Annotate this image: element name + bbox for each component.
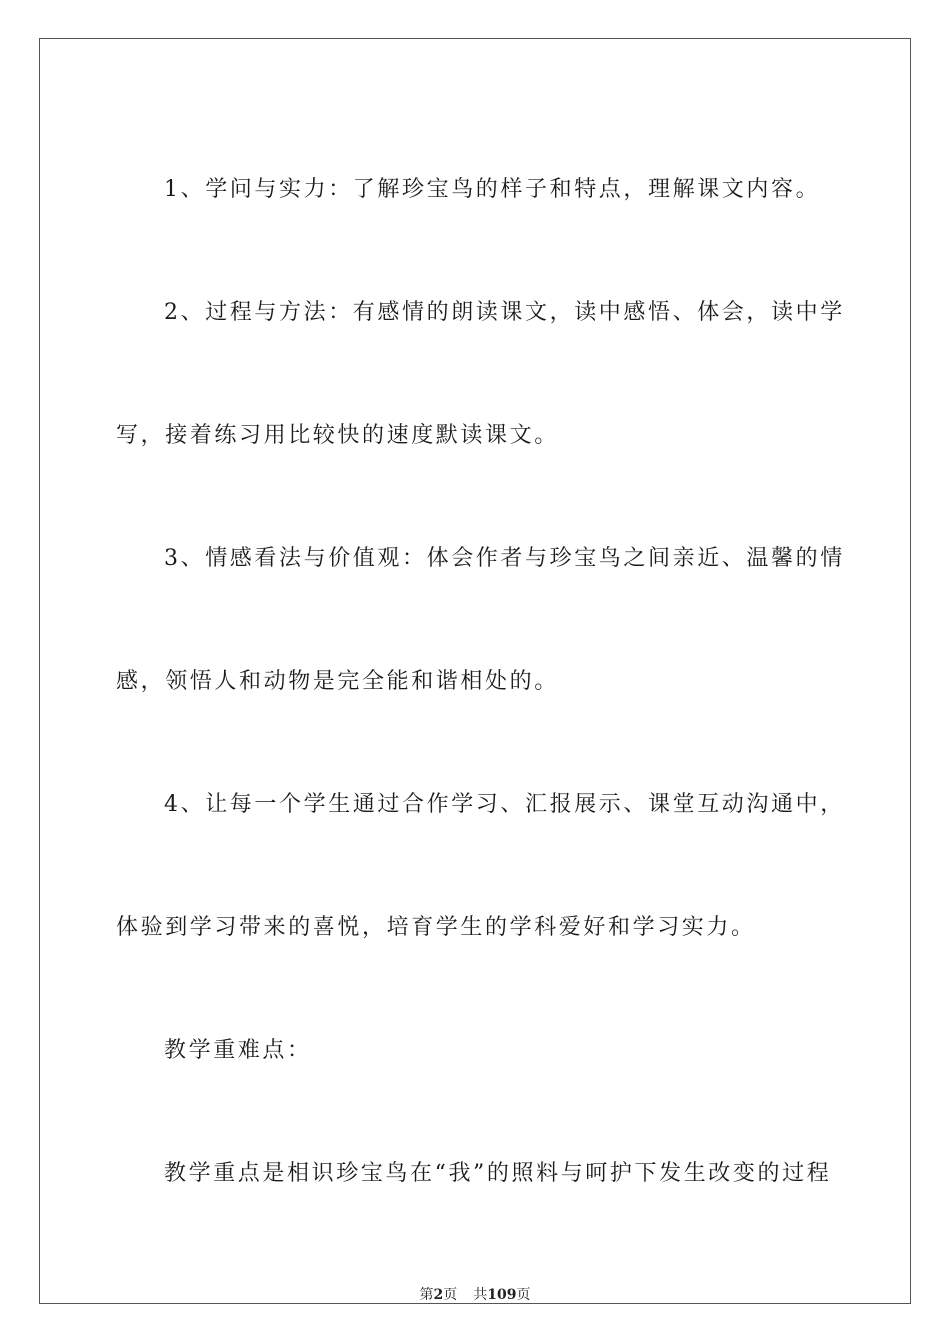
text-line-key-points: 教学重点是相识珍宝鸟在“我”的照料与呵护下发生改变的过程 [164, 1161, 832, 1186]
footer-page-number: 2 [433, 1287, 444, 1303]
text-line-goal-3: 3、情感看法与价值观：体会作者与珍宝鸟之间亲近、温馨的情 [164, 546, 845, 571]
page-footer [40, 1285, 910, 1305]
footer-total-suffix: 页 [516, 1287, 531, 1303]
text-line-goal-4-cont: 体验到学习带来的喜悦，培育学生的学科爱好和学习实力。 [116, 915, 756, 940]
footer-total-prefix: 共 [473, 1287, 488, 1303]
section-heading-key-points: 教学重难点： [164, 1038, 312, 1063]
page-frame [39, 38, 911, 1304]
footer-total-number: 109 [487, 1287, 517, 1303]
footer-page-suffix: 页 [443, 1287, 458, 1303]
text-line-goal-2-cont: 写，接着练习用比较快的速度默读课文。 [116, 423, 559, 448]
footer-page-prefix: 第 [419, 1287, 434, 1303]
text-line-goal-3-cont: 感，领悟人和动物是完全能和谐相处的。 [116, 669, 559, 694]
text-line-goal-1: 1、学问与实力：了解珍宝鸟的样子和特点，理解课文内容。 [164, 177, 821, 202]
text-line-goal-4: 4、让每一个学生通过合作学习、汇报展示、课堂互动沟通中， [164, 792, 845, 817]
text-line-goal-2: 2、过程与方法：有感情的朗读课文，读中感悟、体会，读中学 [164, 300, 845, 325]
